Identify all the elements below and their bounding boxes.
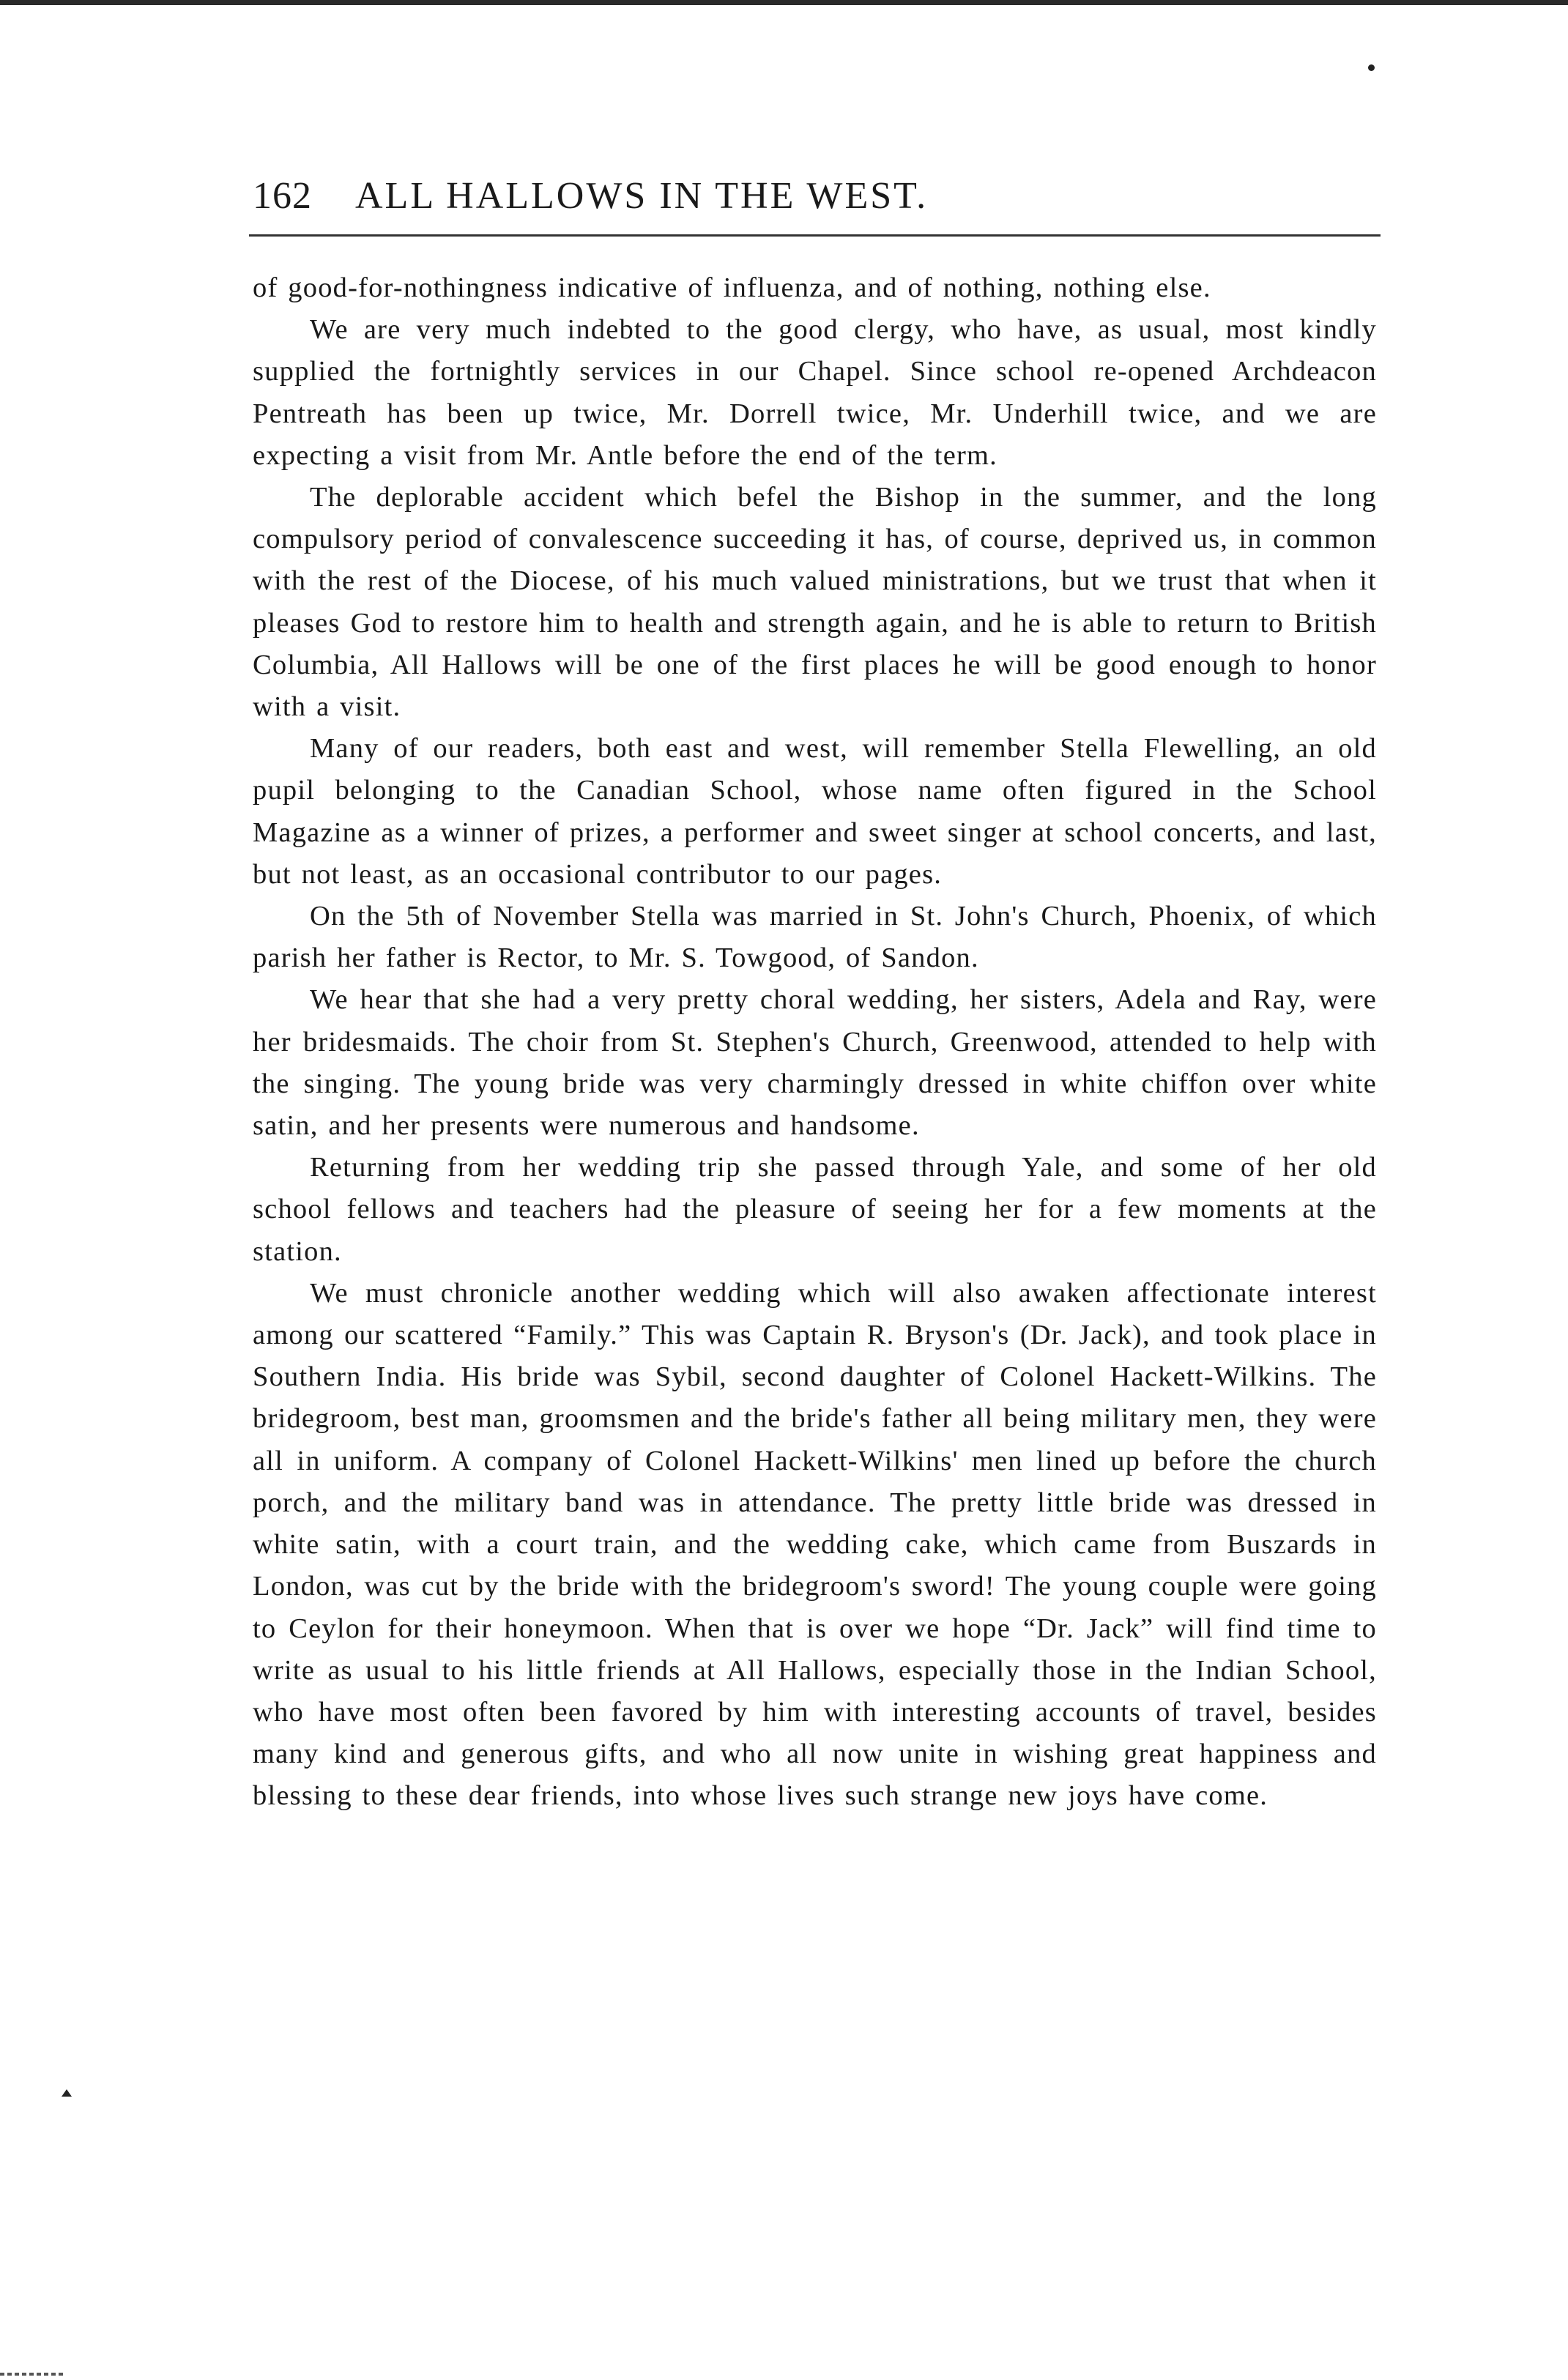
header-rule (249, 234, 1381, 237)
running-title: ALL HALLOWS IN THE WEST. (355, 175, 929, 217)
paragraph-continued: of good-for-nothingness indicative of influenza, and of nothing, nothing else. (253, 272, 1211, 303)
paragraph-wedding-trip: Returning from her wedding trip she passed through Yale, and some of her old school fellows and teachers had the pleasure of seeing her for a few moments at the station. (253, 1152, 1377, 1267)
page-number: 162 (253, 175, 312, 217)
paragraph-bryson-wedding: We must chronicle another wedding which will also awaken affectionate interest among our scattered “Family.” This was Captain R. Bryson's (Dr. Jack), and took place in Southern India. His bride was Sybil, second daughter of Colonel Hackett-Wilkins. The bridegroom, best man, groomsmen and the bride's father all being military men, they were all in uniform. A company of Colonel Hackett-Wilkins' men lined up before the church porch, and the military band was in attendance. The pretty little bride was dressed in white satin, with a court train, and the wedding cake, which came from Buszards in London, was cut by the bride with the bridegroom's sword! The young couple were going to Ceylon for their honeymoon. When that is over we hope “Dr. Jack” will find time to write as usual to his little friends at All Hallows, especially those in the Indian School, who have most often been favored by him with interesting accounts of travel, besides many kind and generous gifts, and who all now unite in wishing great happiness and blessing to these dear friends, into whose lives such strange new joys have come. (253, 1277, 1377, 1812)
scan-top-border (0, 0, 1568, 5)
paragraph-choral-wedding: We hear that she had a very pretty choral wedding, her sisters, Adela and Ray, were her bridesmaids. The choir from St. Stephen's Church, Greenwood, attended to help with the singing. The young bride was very charmingly dressed in white chiffon over white satin, and her presents were numerous and handsome. (253, 984, 1377, 1142)
paragraph-stella: Many of our readers, both east and west, will remember Stella Flewelling, an old pupil belonging to the Canadian School, whose name often figured in the School Magazine as a winner of prizes, a performer and sweet singer at school concerts, and last, but not least, as an occasional contributor to our pages. (253, 733, 1377, 890)
body-text (253, 267, 1377, 1818)
paragraph-bishop: The deplorable accident which befel the Bishop in the summer, and the long compulsory period of convalescence succeeding it has, of course, deprived us, in common with the rest of the Diocese, of his much valued ministrations, but we trust that when it pleases God to restore him to health and strength again, and he is able to return to British Columbia, All Hallows will be one of the first places he will be good enough to honor with a visit. (253, 482, 1377, 723)
paragraph-clergy: We are very much indebted to the good clergy, who have, as usual, most kindly supplied the fortnightly services in our Chapel. Since school re-opened Archdeacon Pentreath has been up twice, Mr. Dorrell twice, Mr. Underhill twice, and we are expecting a visit from Mr. Antle before the end of the term. (253, 314, 1377, 471)
margin-mark (62, 2089, 72, 2097)
scan-artifact (0, 2373, 66, 2376)
paragraph-marriage: On the 5th of November Stella was married in St. John's Church, Phoenix, of which parish her father is Rector, to Mr. S. Towgood, of Sandon. (253, 901, 1377, 974)
page-header (253, 174, 1381, 233)
ink-speck (1368, 64, 1375, 71)
